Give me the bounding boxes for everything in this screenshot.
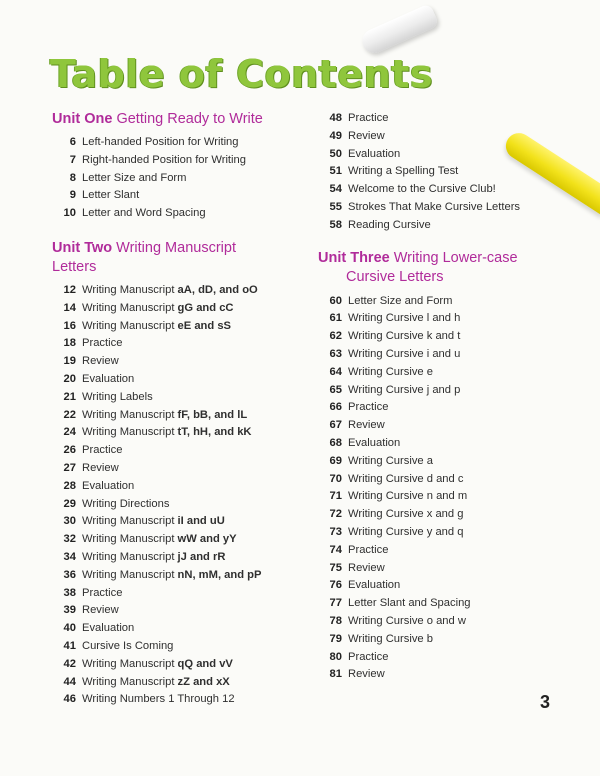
- toc-entry-text: Practice: [348, 112, 389, 124]
- toc-page-number: 38: [63, 586, 76, 599]
- toc-entry-text: Reading Cursive: [348, 218, 431, 231]
- toc-entry: [52, 674, 314, 692]
- toc-entry-text: Writing Cursive l and h: [348, 312, 461, 325]
- toc-entry: [318, 181, 558, 199]
- toc-entry-title: [348, 310, 460, 328]
- toc-entry-text: Writing Manuscript: [82, 408, 175, 421]
- toc-entry: [52, 407, 314, 425]
- toc-page-number: 69: [329, 454, 342, 467]
- toc-page-number: 42: [63, 657, 76, 670]
- toc-page-number: 40: [63, 622, 76, 635]
- toc-page-number: 12: [63, 283, 76, 296]
- toc-entry-text: Strokes That Make Cursive Letters: [348, 200, 521, 213]
- unit-one-list: [52, 134, 314, 223]
- toc-entry: [318, 488, 558, 506]
- toc-page-number: 16: [63, 319, 76, 332]
- right-column: [318, 110, 558, 684]
- toc-page-number: 70: [329, 472, 342, 485]
- toc-page-number: 22: [63, 408, 76, 421]
- toc-entry-title: [348, 181, 496, 199]
- toc-page-number: 10: [63, 207, 76, 220]
- toc-entry: [52, 460, 314, 478]
- toc-entry-title: [348, 471, 463, 489]
- toc-entry-title: [348, 488, 467, 506]
- toc-entry: [52, 513, 314, 531]
- toc-entry-letters: iI and uU: [177, 515, 225, 528]
- toc-entry: [318, 631, 558, 649]
- unit-three-subtitle-line2: Cursive Letters: [346, 268, 444, 285]
- toc-page-number: 39: [63, 604, 76, 617]
- toc-entry: [318, 110, 558, 128]
- toc-page-number: 8: [69, 171, 76, 184]
- toc-entry: [318, 613, 558, 631]
- toc-entry: [52, 585, 314, 603]
- toc-entry: [318, 310, 558, 328]
- toc-entry-text: Writing Manuscript: [82, 515, 175, 528]
- toc-entry: [52, 691, 314, 709]
- toc-entry-title: [82, 442, 122, 460]
- toc-entry-title: [348, 453, 433, 471]
- toc-entry-text: Writing Manuscript: [82, 657, 175, 670]
- toc-entry-text: Writing Cursive y and q: [348, 525, 464, 538]
- toc-page-number: 44: [63, 675, 76, 688]
- toc-page-number: 14: [63, 301, 76, 314]
- toc-entry-title: [348, 199, 520, 217]
- toc-entry: [318, 471, 558, 489]
- unit-two-list: [52, 282, 314, 709]
- toc-entry-title: [82, 478, 134, 496]
- toc-entry: [52, 531, 314, 549]
- toc-page-number: 77: [329, 597, 342, 610]
- toc-entry-title: [82, 549, 225, 567]
- toc-entry-text: Practice: [82, 586, 123, 599]
- toc-entry-text: Writing Cursive b: [348, 632, 433, 645]
- toc-entry: [52, 282, 314, 300]
- toc-page-number: 73: [329, 525, 342, 538]
- toc-entry: [318, 453, 558, 471]
- toc-entry-title: [348, 217, 431, 235]
- toc-entry-text: Writing Cursive i and u: [348, 347, 461, 360]
- toc-entry: [318, 128, 558, 146]
- toc-page-number: 76: [329, 579, 342, 592]
- toc-entry-text: Writing a Spelling Test: [348, 165, 459, 178]
- toc-entry: [318, 328, 558, 346]
- unit-three-name: Unit Three: [318, 249, 390, 266]
- toc-entry-text: Review: [82, 355, 119, 368]
- toc-page-number: 65: [329, 383, 342, 396]
- toc-entry-text: Writing Cursive o and w: [348, 614, 466, 627]
- toc-entry-title: [82, 513, 225, 531]
- toc-page-number: 24: [63, 426, 76, 439]
- toc-entry-text: Writing Manuscript: [82, 550, 175, 563]
- toc-entry-title: [348, 328, 460, 346]
- toc-page-number: 29: [63, 497, 76, 510]
- toc-entry-text: Letter Slant and Spacing: [348, 597, 471, 610]
- toc-entry-text: Writing Manuscript: [82, 319, 175, 332]
- toc-entry-text: Writing Manuscript: [82, 301, 175, 314]
- toc-entry-title: [348, 417, 385, 435]
- toc-entry-title: [82, 460, 119, 478]
- unit-one-name: Unit One: [52, 111, 113, 127]
- toc-page-number: 78: [329, 614, 342, 627]
- toc-entry-text: Evaluation: [348, 147, 401, 160]
- toc-entry-title: [82, 585, 122, 603]
- unit-two-continued-list: [318, 110, 558, 235]
- toc-entry-text: Right-handed Position for Writing: [82, 153, 246, 166]
- toc-page-number: 67: [329, 419, 342, 432]
- toc-entry-title: [82, 170, 186, 188]
- toc-page-number: 74: [329, 543, 342, 556]
- toc-entry-title: [82, 602, 119, 620]
- toc-page-number: 34: [63, 550, 76, 563]
- toc-entry-text: Writing Cursive x and g: [348, 508, 464, 521]
- toc-entry: [318, 217, 558, 235]
- toc-entry-text: Writing Labels: [82, 390, 153, 403]
- toc-entry: [318, 399, 558, 417]
- toc-page-number: 54: [329, 183, 342, 196]
- toc-entry-text: Writing Directions: [82, 497, 170, 510]
- toc-entry-title: [348, 110, 388, 128]
- toc-entry-title: [82, 187, 139, 205]
- toc-entry-text: Writing Cursive d and c: [348, 472, 464, 485]
- toc-entry-title: [348, 560, 385, 578]
- toc-page-number: 32: [63, 533, 76, 546]
- toc-entry: [52, 496, 314, 514]
- toc-entry-text: Review: [82, 604, 119, 617]
- toc-entry-text: Writing Manuscript: [82, 568, 175, 581]
- toc-entry: [318, 199, 558, 217]
- toc-entry-letters: zZ and xX: [177, 675, 230, 688]
- toc-page-number: 26: [63, 444, 76, 457]
- toc-entry: [52, 620, 314, 638]
- toc-entry: [52, 549, 314, 567]
- toc-page-number: 61: [329, 312, 342, 325]
- toc-entry: [52, 318, 314, 336]
- toc-page-number: 79: [329, 632, 342, 645]
- toc-entry-text: Letter Slant: [82, 189, 140, 202]
- toc-page-number: 63: [329, 347, 342, 360]
- toc-entry-title: [82, 318, 231, 336]
- toc-entry-text: Review: [348, 419, 385, 432]
- toc-entry: [52, 567, 314, 585]
- toc-entry: [318, 595, 558, 613]
- toc-entry: [318, 542, 558, 560]
- toc-entry-text: Review: [348, 561, 385, 574]
- page-title: Table of Contents: [50, 52, 434, 96]
- toc-entry: [318, 417, 558, 435]
- toc-page-number: 62: [329, 330, 342, 343]
- toc-entry-text: Practice: [348, 401, 389, 414]
- toc-entry-text: Letter Size and Form: [348, 294, 453, 307]
- toc-entry: [52, 353, 314, 371]
- toc-entry: [52, 335, 314, 353]
- toc-entry-text: Evaluation: [348, 579, 401, 592]
- toc-entry-title: [348, 146, 400, 164]
- toc-entry-text: Review: [82, 461, 119, 474]
- toc-entry: [52, 187, 314, 205]
- toc-page-number: 72: [329, 508, 342, 521]
- unit-two-subtitle-line1: Writing Manuscript: [116, 239, 236, 256]
- toc-entry-title: [348, 506, 463, 524]
- toc-entry: [318, 382, 558, 400]
- toc-entry-text: Letter and Word Spacing: [82, 207, 206, 220]
- toc-page-number: 36: [63, 568, 76, 581]
- toc-entry-text: Review: [348, 129, 385, 142]
- toc-entry: [318, 146, 558, 164]
- toc-page-number: 60: [329, 294, 342, 307]
- toc-entry-letters: gG and cC: [177, 301, 234, 314]
- toc-page-number: 6: [69, 136, 76, 148]
- toc-entry-text: Writing Cursive e: [348, 365, 433, 378]
- toc-entry-text: Writing Manuscript: [82, 675, 175, 688]
- toc-entry-title: [82, 620, 134, 638]
- toc-page-number: 50: [329, 147, 342, 160]
- toc-entry-text: Writing Manuscript: [82, 533, 175, 546]
- toc-page-number: 28: [63, 479, 76, 492]
- unit-one-subtitle: Getting Ready to Write: [116, 111, 263, 127]
- toc-entry-text: Evaluation: [82, 622, 135, 635]
- toc-entry-text: Evaluation: [82, 372, 135, 385]
- toc-entry: [52, 170, 314, 188]
- toc-entry: [318, 364, 558, 382]
- toc-entry-letters: nN, mM, and pP: [177, 568, 262, 581]
- toc-entry-title: [82, 638, 173, 656]
- toc-entry-title: [348, 128, 385, 146]
- toc-entry: [52, 478, 314, 496]
- toc-page-number: 75: [329, 561, 342, 574]
- toc-entry-title: [348, 382, 460, 400]
- unit-three-heading: [318, 249, 558, 287]
- toc-page-number: 66: [329, 401, 342, 414]
- toc-entry-title: [82, 353, 119, 371]
- toc-page-number: 41: [63, 639, 76, 652]
- toc-entry-title: [82, 335, 122, 353]
- toc-entry-letters: qQ and vV: [177, 657, 233, 670]
- toc-entry-title: [82, 674, 230, 692]
- unit-two-subtitle-line2: Letters: [52, 258, 97, 275]
- toc-page-number: 68: [329, 436, 342, 449]
- page-number: 3: [540, 692, 551, 712]
- toc-entry: [52, 300, 314, 318]
- toc-entry-title: [82, 691, 235, 709]
- toc-entry-text: Review: [348, 668, 385, 681]
- toc-entry: [318, 666, 558, 684]
- toc-entry-title: [348, 631, 433, 649]
- white-chalk-image: [358, 3, 439, 57]
- toc-page-number: 55: [329, 200, 342, 213]
- toc-entry-title: [82, 282, 258, 300]
- toc-entry-title: [348, 649, 388, 667]
- toc-entry-text: Writing Numbers 1 Through 12: [82, 693, 235, 706]
- toc-page-number: 46: [63, 693, 76, 706]
- toc-entry-title: [348, 666, 385, 684]
- unit-three-subtitle-line1: Writing Lower-case: [393, 249, 518, 266]
- toc-entry-title: [82, 531, 237, 549]
- toc-page-number: 18: [63, 337, 76, 350]
- toc-entry-letters: fF, bB, and lL: [177, 408, 248, 421]
- toc-entry-title: [82, 205, 206, 223]
- toc-entry: [52, 152, 314, 170]
- toc-entry-title: [348, 163, 458, 181]
- toc-entry-text: Writing Cursive j and p: [348, 383, 461, 396]
- toc-entry-letters: wW and yY: [177, 533, 237, 546]
- toc-entry-title: [82, 300, 234, 318]
- toc-entry: [52, 205, 314, 223]
- toc-page-number: 71: [329, 490, 342, 503]
- toc-entry: [318, 577, 558, 595]
- toc-entry-title: [82, 152, 246, 170]
- toc-entry-text: Evaluation: [348, 436, 401, 449]
- toc-entry: [52, 134, 314, 152]
- unit-three-list: [318, 293, 558, 685]
- toc-entry: [52, 371, 314, 389]
- toc-page-number: 64: [329, 365, 342, 378]
- toc-page-number: 58: [329, 218, 342, 231]
- unit-one-heading: [52, 110, 314, 129]
- toc-entry: [52, 602, 314, 620]
- toc-page-number: 80: [329, 650, 342, 663]
- toc-entry-title: [348, 613, 466, 631]
- toc-entry-text: Left-handed Position for Writing: [82, 136, 239, 148]
- toc-page-number: 19: [63, 355, 76, 368]
- toc-page-number: 30: [63, 515, 76, 528]
- toc-entry: [52, 442, 314, 460]
- toc-entry: [318, 346, 558, 364]
- toc-entry: [318, 293, 558, 311]
- toc-entry-title: [348, 595, 471, 613]
- toc-entry-title: [82, 407, 247, 425]
- toc-entry: [52, 656, 314, 674]
- toc-entry-title: [348, 524, 463, 542]
- toc-entry-title: [348, 577, 400, 595]
- toc-entry-text: Writing Manuscript: [82, 283, 175, 296]
- unit-two-name: Unit Two: [52, 239, 113, 256]
- toc-entry: [318, 524, 558, 542]
- toc-entry-letters: eE and sS: [177, 319, 232, 332]
- toc-entry-text: Writing Cursive k and t: [348, 330, 461, 343]
- toc-entry-title: [348, 293, 452, 311]
- toc-entry: [318, 560, 558, 578]
- toc-page-number: 48: [329, 112, 342, 124]
- toc-entry-text: Welcome to the Cursive Club!: [348, 183, 496, 196]
- toc-page-number: 21: [63, 390, 76, 403]
- toc-entry-title: [82, 134, 239, 152]
- toc-entry: [52, 389, 314, 407]
- toc-entry-text: Practice: [348, 650, 389, 663]
- toc-entry-title: [82, 656, 233, 674]
- toc-entry: [318, 649, 558, 667]
- toc-entry: [318, 506, 558, 524]
- toc-entry-title: [348, 399, 388, 417]
- toc-entry-title: [348, 346, 460, 364]
- toc-entry-title: [348, 435, 400, 453]
- toc-entry-letters: jJ and rR: [177, 550, 226, 563]
- toc-entry-title: [82, 424, 252, 442]
- toc-entry-text: Practice: [348, 543, 389, 556]
- toc-entry-text: Evaluation: [82, 479, 135, 492]
- toc-entry-text: Practice: [82, 444, 123, 457]
- toc-entry-text: Writing Cursive a: [348, 454, 433, 467]
- toc-page-number: 49: [329, 129, 342, 142]
- toc-page-number: 7: [69, 153, 76, 166]
- toc-entry-text: Practice: [82, 337, 123, 350]
- toc-entry: [318, 163, 558, 181]
- toc-entry-title: [348, 542, 388, 560]
- toc-entry-text: Cursive Is Coming: [82, 639, 174, 652]
- unit-two-heading: [52, 239, 314, 277]
- toc-page-number: 81: [329, 668, 342, 681]
- toc-entry-letters: aA, dD, and oO: [177, 283, 258, 296]
- toc-page-number: 51: [329, 165, 342, 178]
- toc-entry-title: [82, 371, 134, 389]
- toc-entry-title: [82, 567, 261, 585]
- toc-entry-title: [82, 389, 153, 407]
- left-column: [52, 110, 314, 709]
- toc-entry-letters: tT, hH, and kK: [177, 426, 252, 439]
- toc-entry-text: Writing Cursive n and m: [348, 490, 468, 503]
- toc-entry-text: Writing Manuscript: [82, 426, 175, 439]
- toc-entry-text: Letter Size and Form: [82, 171, 187, 184]
- toc-page-number: 20: [63, 372, 76, 385]
- toc-entry: [318, 435, 558, 453]
- toc-page-number: 9: [69, 189, 76, 202]
- toc-entry: [52, 424, 314, 442]
- toc-entry-title: [82, 496, 169, 514]
- toc-entry: [52, 638, 314, 656]
- toc-entry-title: [348, 364, 433, 382]
- toc-page-number: 27: [63, 461, 76, 474]
